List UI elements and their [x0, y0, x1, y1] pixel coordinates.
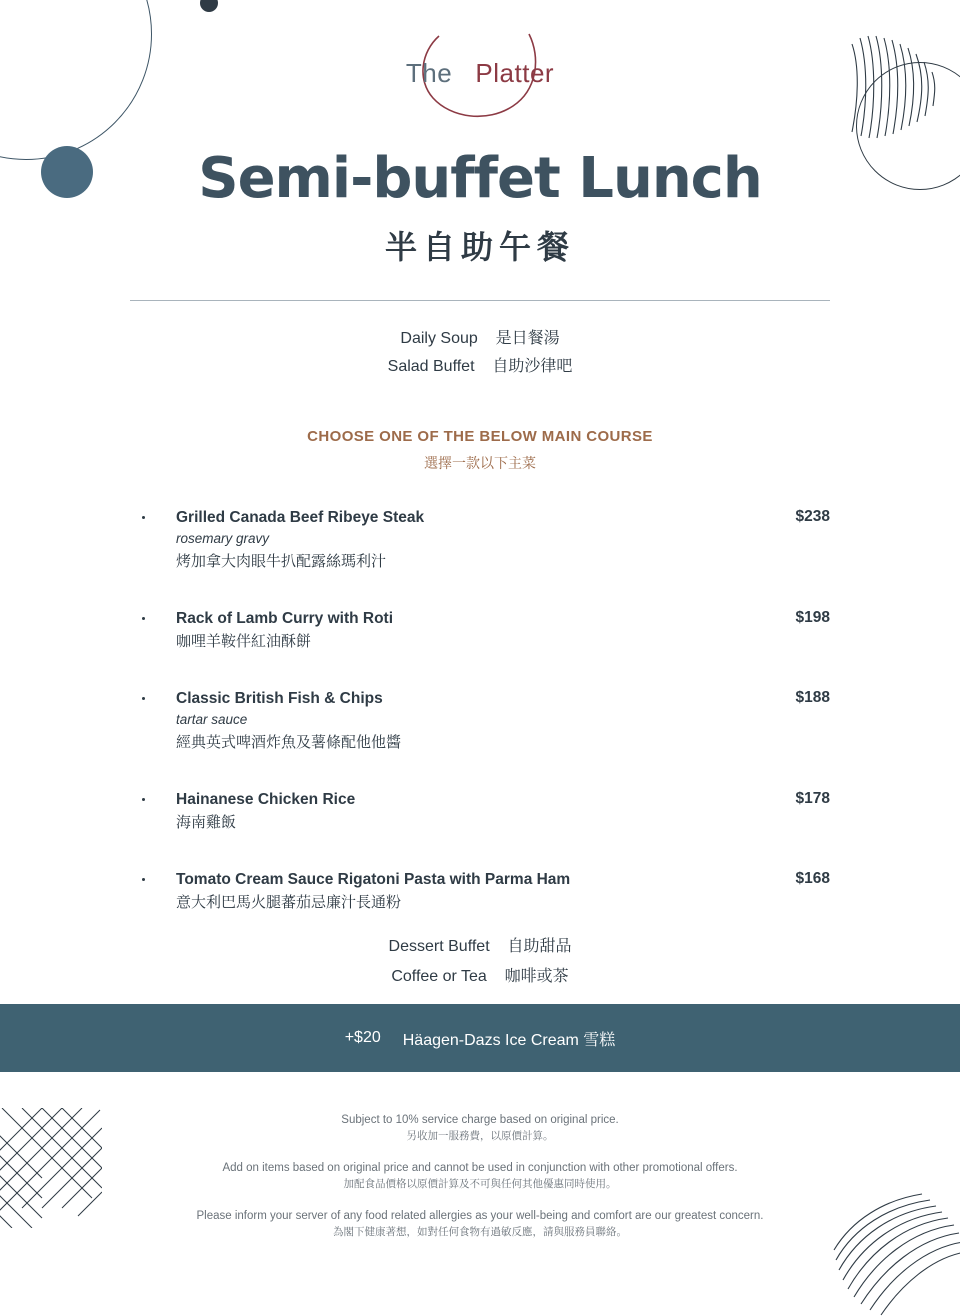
menu-item — [138, 689, 830, 754]
footer-note-en: Please inform your server of any food related allergies as your well-being and comfort are our greatest concern. — [196, 1210, 764, 1222]
bullet-icon — [142, 697, 145, 700]
starter-label-zh: 是日餐湯 — [495, 330, 560, 347]
starter-item — [0, 326, 960, 352]
page-title-zh: 半自助午餐 — [384, 228, 575, 266]
menu-item-name-en: Hainanese Chicken Rice — [176, 791, 356, 808]
footer-note — [0, 1208, 960, 1240]
divider — [130, 300, 830, 301]
closer-label-en: Coffee or Tea — [391, 968, 487, 985]
addon-label: Häagen-Dazs Ice Cream 雪糕 — [402, 1031, 616, 1049]
starter-label-en: Salad Buffet — [387, 358, 475, 375]
menu-item-price: $188 — [795, 689, 830, 706]
closer-label-zh: 咖啡或茶 — [504, 968, 569, 985]
bullet-icon — [142, 798, 145, 801]
menu-item — [138, 870, 830, 914]
footer-note — [0, 1112, 960, 1144]
menu-item — [138, 508, 830, 573]
closer-label-en: Dessert Buffet — [388, 938, 490, 955]
menu-item-price: $168 — [795, 870, 830, 887]
main-course-list — [138, 508, 830, 950]
menu-item-name-en: Classic British Fish & Chips — [176, 690, 383, 707]
footer-note-zh: 加配食品價格以原價計算及不可與任何其他優惠同時使用。 — [343, 1178, 617, 1190]
logo-word-the: The — [405, 58, 453, 88]
starter-label-zh: 自助沙律吧 — [492, 358, 573, 375]
choose-main-course-header — [0, 428, 960, 473]
menu-item-desc-en: tartar sauce — [176, 712, 248, 727]
menu-item — [138, 609, 830, 653]
bullet-icon — [142, 878, 145, 881]
addon-banner — [0, 1004, 960, 1072]
menu-item-name-zh: 海南雞飯 — [176, 814, 237, 831]
choose-header-en: CHOOSE ONE OF THE BELOW MAIN COURSE — [307, 428, 653, 445]
menu-item-name-zh: 咖哩羊鞍伴紅油酥餅 — [176, 633, 312, 650]
menu-item-name-zh: 意大利巴馬火腿蕃茄忌廉汁長通粉 — [176, 894, 402, 911]
menu-item-name-en: Rack of Lamb Curry with Roti — [176, 610, 394, 627]
closer-item — [0, 962, 960, 992]
page-title-en: Semi-buffet Lunch — [198, 146, 762, 211]
menu-item-name-zh: 烤加拿大肉眼牛扒配露絲瑪利汁 — [176, 553, 387, 570]
choose-header-zh: 選擇一款以下主菜 — [424, 455, 536, 471]
menu-item-name-en: Tomato Cream Sauce Rigatoni Pasta with Parma Ham — [176, 871, 571, 888]
menu-item-name-en: Grilled Canada Beef Ribeye Steak — [176, 509, 425, 526]
footer-note-zh: 另收加一服務費，以原價計算。 — [406, 1130, 554, 1142]
footer-note-zh: 為閣下健康著想，如對任何食物有過敏反應，請與服務員聯絡。 — [333, 1226, 627, 1238]
starters-section — [0, 326, 960, 382]
footer-note — [0, 1160, 960, 1192]
menu-item-price: $198 — [795, 609, 830, 626]
addon-price: +$20 — [344, 1029, 381, 1046]
decorative-dot-small — [200, 0, 218, 12]
menu-item-desc-en: rosemary gravy — [176, 531, 270, 546]
brand-logo — [0, 26, 960, 89]
closers-section — [0, 932, 960, 992]
menu-item-name-zh: 經典英式啤酒炸魚及薯條配他他醬 — [176, 734, 402, 751]
bullet-icon — [142, 617, 145, 620]
menu-item-price: $178 — [795, 790, 830, 807]
footer-note-en: Add on items based on original price and cannot be used in conjunction with other promotional offers. — [222, 1162, 738, 1174]
starter-label-en: Daily Soup — [400, 330, 478, 347]
closer-label-zh: 自助甜品 — [507, 938, 572, 955]
bullet-icon — [142, 516, 145, 519]
menu-item-price: $238 — [795, 508, 830, 525]
footer-note-en: Subject to 10% service charge based on original price. — [341, 1114, 619, 1126]
logo-word-platter: Platter — [475, 58, 555, 88]
menu-item — [138, 790, 830, 834]
closer-item — [0, 932, 960, 962]
footer-notes — [0, 1112, 960, 1256]
starter-item — [0, 354, 960, 380]
